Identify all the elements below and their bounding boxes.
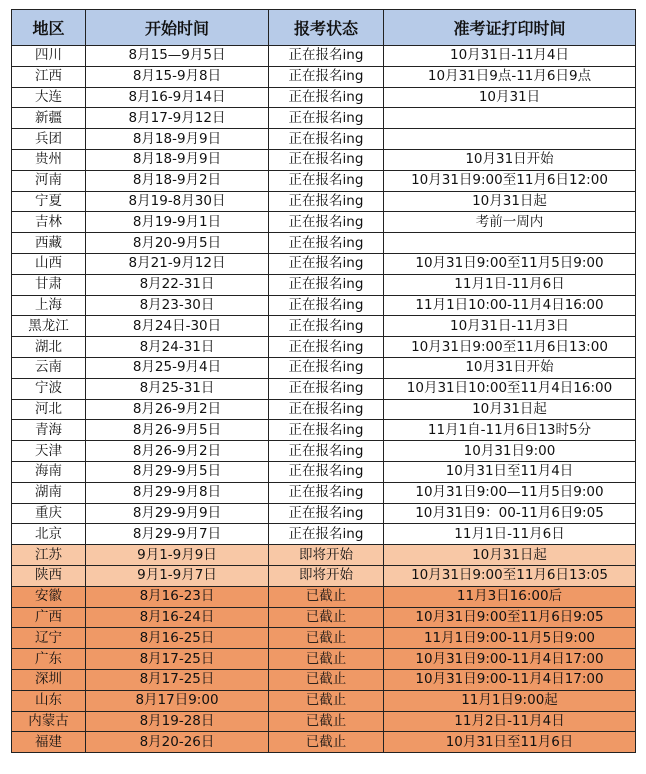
print-time-cell [384,233,636,254]
region-cell: 兵团 [12,129,86,150]
status-cell: 正在报名ing [269,399,384,420]
table-row [12,441,636,462]
start-time-cell: 8月26-9月5日 [86,420,269,441]
status-cell: 正在报名ing [269,337,384,358]
start-time-cell: 8月19-28日 [86,711,269,732]
print-time-cell: 10月31日开始 [384,357,636,378]
region-cell: 内蒙古 [12,711,86,732]
start-time-cell: 8月17日9:00 [86,690,269,711]
table-row [12,170,636,191]
start-time-cell: 8月24日-30日 [86,316,269,337]
table-row [12,357,636,378]
region-cell: 四川 [12,46,86,67]
print-time-cell: 10月31日9:00至11月5日9:00 [384,253,636,274]
status-cell: 正在报名ing [269,46,384,67]
table-row [12,46,636,67]
print-time-cell: 10月31日9:00 [384,441,636,462]
start-time-cell: 8月29-9月7日 [86,524,269,545]
table-row [12,565,636,586]
table-row [12,233,636,254]
table-row [12,482,636,503]
header-print-time: 准考证打印时间 [384,10,636,46]
region-cell: 河南 [12,170,86,191]
print-time-cell: 11月1日10:00-11月4日16:00 [384,295,636,316]
print-time-cell: 10月31日9:00至11月6日13:05 [384,565,636,586]
start-time-cell: 9月1-9月7日 [86,565,269,586]
start-time-cell: 9月1-9月9日 [86,545,269,566]
status-cell: 已截止 [269,690,384,711]
region-cell: 天津 [12,441,86,462]
status-cell: 正在报名ing [269,461,384,482]
print-time-cell: 10月31日9:00至11月6日9:05 [384,607,636,628]
status-cell: 正在报名ing [269,233,384,254]
print-time-cell: 10月31日10:00至11月4日16:00 [384,378,636,399]
print-time-cell: 11月1日-11月6日 [384,274,636,295]
status-cell: 正在报名ing [269,191,384,212]
region-cell: 山西 [12,253,86,274]
start-time-cell: 8月15—9月5日 [86,46,269,67]
table-row [12,503,636,524]
table-row [12,461,636,482]
print-time-cell: 10月31日起 [384,191,636,212]
print-time-cell: 10月31日9:00至11月6日13:00 [384,337,636,358]
print-time-cell: 10月31日 [384,87,636,108]
start-time-cell: 8月18-9月9日 [86,149,269,170]
status-cell: 正在报名ing [269,274,384,295]
header-row [12,10,636,46]
start-time-cell: 8月29-9月9日 [86,503,269,524]
table-row [12,316,636,337]
status-cell: 已截止 [269,669,384,690]
table-row [12,711,636,732]
region-cell: 上海 [12,295,86,316]
status-cell: 已截止 [269,586,384,607]
table-row [12,586,636,607]
start-time-cell: 8月18-9月2日 [86,170,269,191]
print-time-cell: 10月31日9:00至11月6日12:00 [384,170,636,191]
region-cell: 海南 [12,461,86,482]
print-time-cell: 11月1日-11月6日 [384,524,636,545]
start-time-cell: 8月17-25日 [86,669,269,690]
table-row [12,149,636,170]
print-time-cell: 11月1日9:00起 [384,690,636,711]
table-row [12,420,636,441]
status-cell: 即将开始 [269,545,384,566]
table-row [12,108,636,129]
table-row [12,399,636,420]
status-cell: 正在报名ing [269,170,384,191]
region-cell: 山东 [12,690,86,711]
status-cell: 已截止 [269,711,384,732]
print-time-cell: 10月31日9点-11月6日9点 [384,66,636,87]
print-time-cell [384,108,636,129]
table-row [12,732,636,753]
status-cell: 正在报名ing [269,503,384,524]
start-time-cell: 8月25-9月4日 [86,357,269,378]
table-row [12,66,636,87]
region-cell: 广东 [12,649,86,670]
table-row [12,191,636,212]
status-cell: 正在报名ing [269,129,384,150]
print-time-cell: 10月31日起 [384,545,636,566]
region-cell: 江西 [12,66,86,87]
region-cell: 云南 [12,357,86,378]
table-row [12,690,636,711]
table-row [12,524,636,545]
region-cell: 北京 [12,524,86,545]
start-time-cell: 8月26-9月2日 [86,399,269,420]
table-row [12,295,636,316]
print-time-cell [384,129,636,150]
start-time-cell: 8月17-9月12日 [86,108,269,129]
start-time-cell: 8月26-9月2日 [86,441,269,462]
region-cell: 黑龙江 [12,316,86,337]
status-cell: 已截止 [269,649,384,670]
print-time-cell: 考前一周内 [384,212,636,233]
status-cell: 正在报名ing [269,253,384,274]
region-cell: 西藏 [12,233,86,254]
table-row [12,545,636,566]
start-time-cell: 8月29-9月5日 [86,461,269,482]
region-cell: 甘肃 [12,274,86,295]
region-cell: 宁波 [12,378,86,399]
region-cell: 河北 [12,399,86,420]
print-time-cell: 10月31日-11月4日 [384,46,636,67]
status-cell: 正在报名ing [269,87,384,108]
status-cell: 正在报名ing [269,66,384,87]
status-cell: 正在报名ing [269,524,384,545]
status-cell: 正在报名ing [269,420,384,441]
print-time-cell: 10月31日-11月3日 [384,316,636,337]
status-cell: 正在报名ing [269,482,384,503]
start-time-cell: 8月23-30日 [86,295,269,316]
start-time-cell: 8月19-8月30日 [86,191,269,212]
table-row [12,337,636,358]
region-cell: 辽宁 [12,628,86,649]
print-time-cell: 10月31日至11月6日 [384,732,636,753]
status-cell: 已截止 [269,732,384,753]
status-cell: 正在报名ing [269,316,384,337]
print-time-cell: 11月3日16:00后 [384,586,636,607]
region-cell: 青海 [12,420,86,441]
start-time-cell: 8月15-9月8日 [86,66,269,87]
table-row [12,649,636,670]
table-row [12,274,636,295]
region-cell: 大连 [12,87,86,108]
start-time-cell: 8月22-31日 [86,274,269,295]
region-cell: 吉林 [12,212,86,233]
print-time-cell: 10月31日9:00-11月4日17:00 [384,649,636,670]
table-row [12,378,636,399]
table-row [12,669,636,690]
status-cell: 正在报名ing [269,441,384,462]
start-time-cell: 8月20-9月5日 [86,233,269,254]
table-row [12,253,636,274]
header-start-time: 开始时间 [86,10,269,46]
print-time-cell: 10月31日9：00-11月6日9:05 [384,503,636,524]
status-cell: 正在报名ing [269,378,384,399]
print-time-cell: 10月31日起 [384,399,636,420]
status-cell: 即将开始 [269,565,384,586]
print-time-cell: 10月31日至11月4日 [384,461,636,482]
table-row [12,607,636,628]
region-cell: 新疆 [12,108,86,129]
header-status: 报考状态 [269,10,384,46]
start-time-cell: 8月16-25日 [86,628,269,649]
print-time-cell: 10月31日开始 [384,149,636,170]
start-time-cell: 8月16-23日 [86,586,269,607]
start-time-cell: 8月21-9月12日 [86,253,269,274]
start-time-cell: 8月17-25日 [86,649,269,670]
start-time-cell: 8月24-31日 [86,337,269,358]
status-cell: 已截止 [269,628,384,649]
table-body [12,46,636,753]
start-time-cell: 8月29-9月8日 [86,482,269,503]
print-time-cell: 11月1日9:00-11月5日9:00 [384,628,636,649]
table-row [12,628,636,649]
start-time-cell: 8月25-31日 [86,378,269,399]
status-cell: 已截止 [269,607,384,628]
table-row [12,87,636,108]
region-cell: 湖北 [12,337,86,358]
header-region: 地区 [12,10,86,46]
start-time-cell: 8月20-26日 [86,732,269,753]
start-time-cell: 8月18-9月9日 [86,129,269,150]
table-row [12,129,636,150]
print-time-cell: 10月31日9:00—11月5日9:00 [384,482,636,503]
region-cell: 江苏 [12,545,86,566]
region-cell: 广西 [12,607,86,628]
table-row [12,212,636,233]
status-cell: 正在报名ing [269,357,384,378]
start-time-cell: 8月19-9月1日 [86,212,269,233]
status-cell: 正在报名ing [269,149,384,170]
region-cell: 贵州 [12,149,86,170]
print-time-cell: 11月2日-11月4日 [384,711,636,732]
region-cell: 宁夏 [12,191,86,212]
region-cell: 重庆 [12,503,86,524]
region-cell: 陕西 [12,565,86,586]
region-cell: 福建 [12,732,86,753]
print-time-cell: 10月31日9:00-11月4日17:00 [384,669,636,690]
print-time-cell: 11月1自-11月6日13时5分 [384,420,636,441]
region-cell: 湖南 [12,482,86,503]
status-cell: 正在报名ing [269,295,384,316]
status-cell: 正在报名ing [269,212,384,233]
exam-schedule-table [11,9,636,753]
status-cell: 正在报名ing [269,108,384,129]
start-time-cell: 8月16-9月14日 [86,87,269,108]
start-time-cell: 8月16-24日 [86,607,269,628]
exam-schedule-container [11,9,636,753]
region-cell: 深圳 [12,669,86,690]
region-cell: 安徽 [12,586,86,607]
